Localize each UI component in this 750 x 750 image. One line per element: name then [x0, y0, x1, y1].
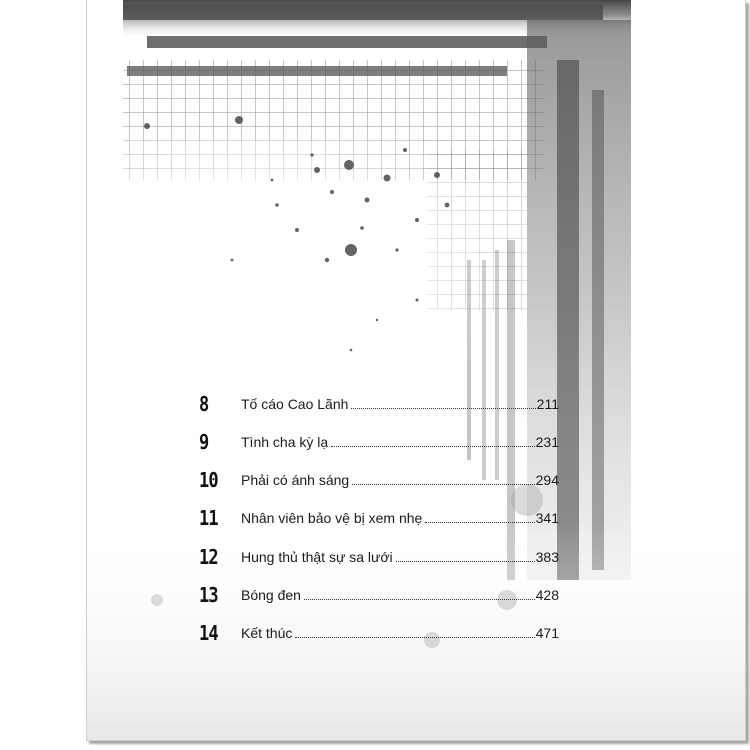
dot-leader: [396, 549, 535, 562]
dot-leader: [304, 587, 535, 600]
page-number: 428: [535, 587, 559, 603]
chapter-title: Bóng đen: [241, 587, 301, 603]
toc-entry[interactable]: [199, 392, 679, 416]
toc-entry[interactable]: [199, 430, 679, 454]
chapter-number: 8: [199, 392, 209, 416]
dot-leader: [331, 434, 534, 447]
chapter-title: Phải có ánh sáng: [241, 472, 350, 488]
toc-entry[interactable]: [199, 545, 679, 569]
page-number: 341: [535, 510, 559, 526]
chapter-number: 12: [199, 545, 218, 569]
page-number: 383: [535, 549, 559, 565]
chapter-number: 13: [199, 583, 218, 607]
dot-leader: [352, 472, 534, 485]
chapter-title: Tố cáo Cao Lãnh: [241, 396, 349, 412]
book-page: [86, 0, 746, 741]
page-number: 211: [536, 396, 559, 412]
page-number: 471: [535, 625, 559, 641]
page-number: 294: [535, 472, 559, 488]
page-number: 231: [535, 434, 559, 450]
toc-entry[interactable]: [199, 468, 679, 492]
toc-entry[interactable]: [199, 583, 679, 607]
dot-leader: [295, 625, 534, 638]
toc-entry[interactable]: [199, 506, 679, 530]
table-of-contents: [87, 0, 745, 740]
chapter-number: 10: [199, 468, 218, 492]
chapter-number: 9: [199, 430, 209, 454]
chapter-title: Hung thủ thật sự sa lưới: [241, 549, 393, 565]
dot-leader: [351, 396, 535, 409]
chapter-title: Nhân viên bảo vệ bị xem nhẹ: [241, 510, 423, 526]
chapter-number: 11: [199, 506, 218, 530]
chapter-title: Kết thúc: [241, 625, 293, 641]
dot-leader: [425, 510, 534, 523]
chapter-number: 14: [199, 621, 218, 645]
toc-entry[interactable]: [199, 621, 679, 645]
chapter-title: Tình cha kỳ lạ: [241, 434, 329, 450]
